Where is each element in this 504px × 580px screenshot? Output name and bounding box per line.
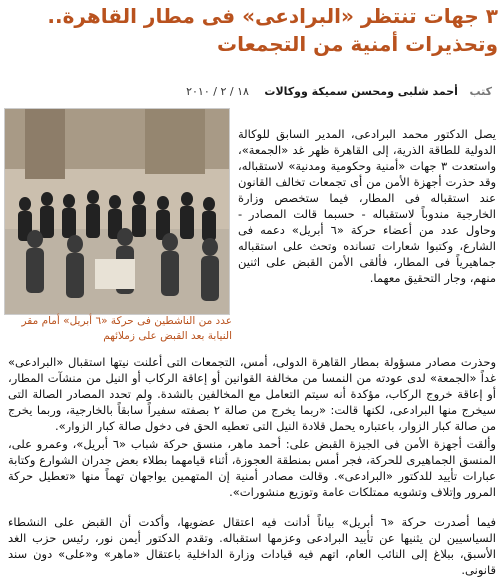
news-photo — [4, 108, 230, 315]
byline-label: كتب — [469, 85, 492, 98]
crowd-photo-image — [5, 109, 229, 314]
article-intro-paragraph: يصل الدكتور محمد البرادعى، المدير السابق للوكالة الدولية للطاقة الذرية، إلى القاهرة ظهر غد «الجمعة»، واستعدت ٣ جهات «أمنية وحكومية ومدنية» لاستقباله، وقد حذرت أجهزة الأمن من أى تجمعات تخالف القانون عند استقباله فى المطار، فيما ستخصص وزارة الخارجية مندوباً لاستقباله - حسبما قالت المصادر - وحاول عدد من أعضاء حركة «٦ أبريل» دعمه فى الشارع، وكتبوا شعارات تسانده وتحث على استقباله جماهيرياً فى المطار، فألقى الأمن القبض على اثنين منهم، وجار التحقيق معهما. — [238, 127, 496, 285]
article-headline: ٣ جهات تنتظر «البرادعى» فى مطار القاهرة.. وتحذيرات أمنية من التجمعات — [47, 4, 498, 56]
byline — [12, 84, 492, 100]
article-paragraph: وألقت أجهزة الأمن فى الجيزة القبض على: أحمد ماهر، منسق حركة شباب «٦ أبريل»، وعمرو على، المنسق الجماهيرى للحركة، فجر أمس بمنطقة العجوزة، أثناء قيامهما بطلاء بعض جدران الشوارع وكتابة عبارات تأييد للدكتور «البرادعى». وقالت مصادر أمنية إن المتهمين يواجهان تهماً منها «تعطيل حركة المرور وإتلاف وتشويه ممتلكات عامة وتوزيع منشورات». — [8, 437, 496, 499]
photo-caption: عدد من الناشطين فى حركة «٦ أبريل» أمام مقر النيابة بعد القبض على زملائهم — [21, 315, 232, 342]
article-paragraph: وحذرت مصادر مسؤولة بمطار القاهرة الدولى، أمس، التجمعات التى أعلنت نيتها استقبال «البرادعى» غداً «الجمعة» لدى عودته من النمسا من مخالفة القوانين أو إعاقة الركاب أو النيل من منشآت المطار، أو إعاقة خروج الركاب، مؤكدة أنه سيتم التعامل مع المخالفين بالشدة. ولم تحدد المصادر الصالة التى سيخرج منها البرادعى، لكنها قالت: «ربما يخرج من صالة ٢ بصفته سفيراً سابقاً بالخارجية، وربما يخرج من صالة كبار الزوار، باعتباره يحمل قلادة النيل التى تعطيه الحق فى دخول صالة كبار الزوار». — [8, 355, 496, 433]
byline-authors: أحمد شلبى ومحسن سميكة ووكالات — [264, 85, 458, 98]
article-paragraph: فيما أصدرت حركة «٦ أبريل» بياناً أدانت فيه اعتقال عضويها، وأكدت أن القبض على النشطاء السياسيين لن يثنيها عن تأييد البرادعى وعزمها استقباله. وتقدم الدكتور أيمن نور، رئيس حزب الغد الأسبق، ببلاغ إلى النائب العام، اتهم فيه قيادات وزارة الداخلية باعتقال «ماهر» و«على» دون سند قانونى. — [8, 515, 496, 577]
article-date: ١٨ / ٢ / ٢٠١٠ — [186, 85, 249, 98]
